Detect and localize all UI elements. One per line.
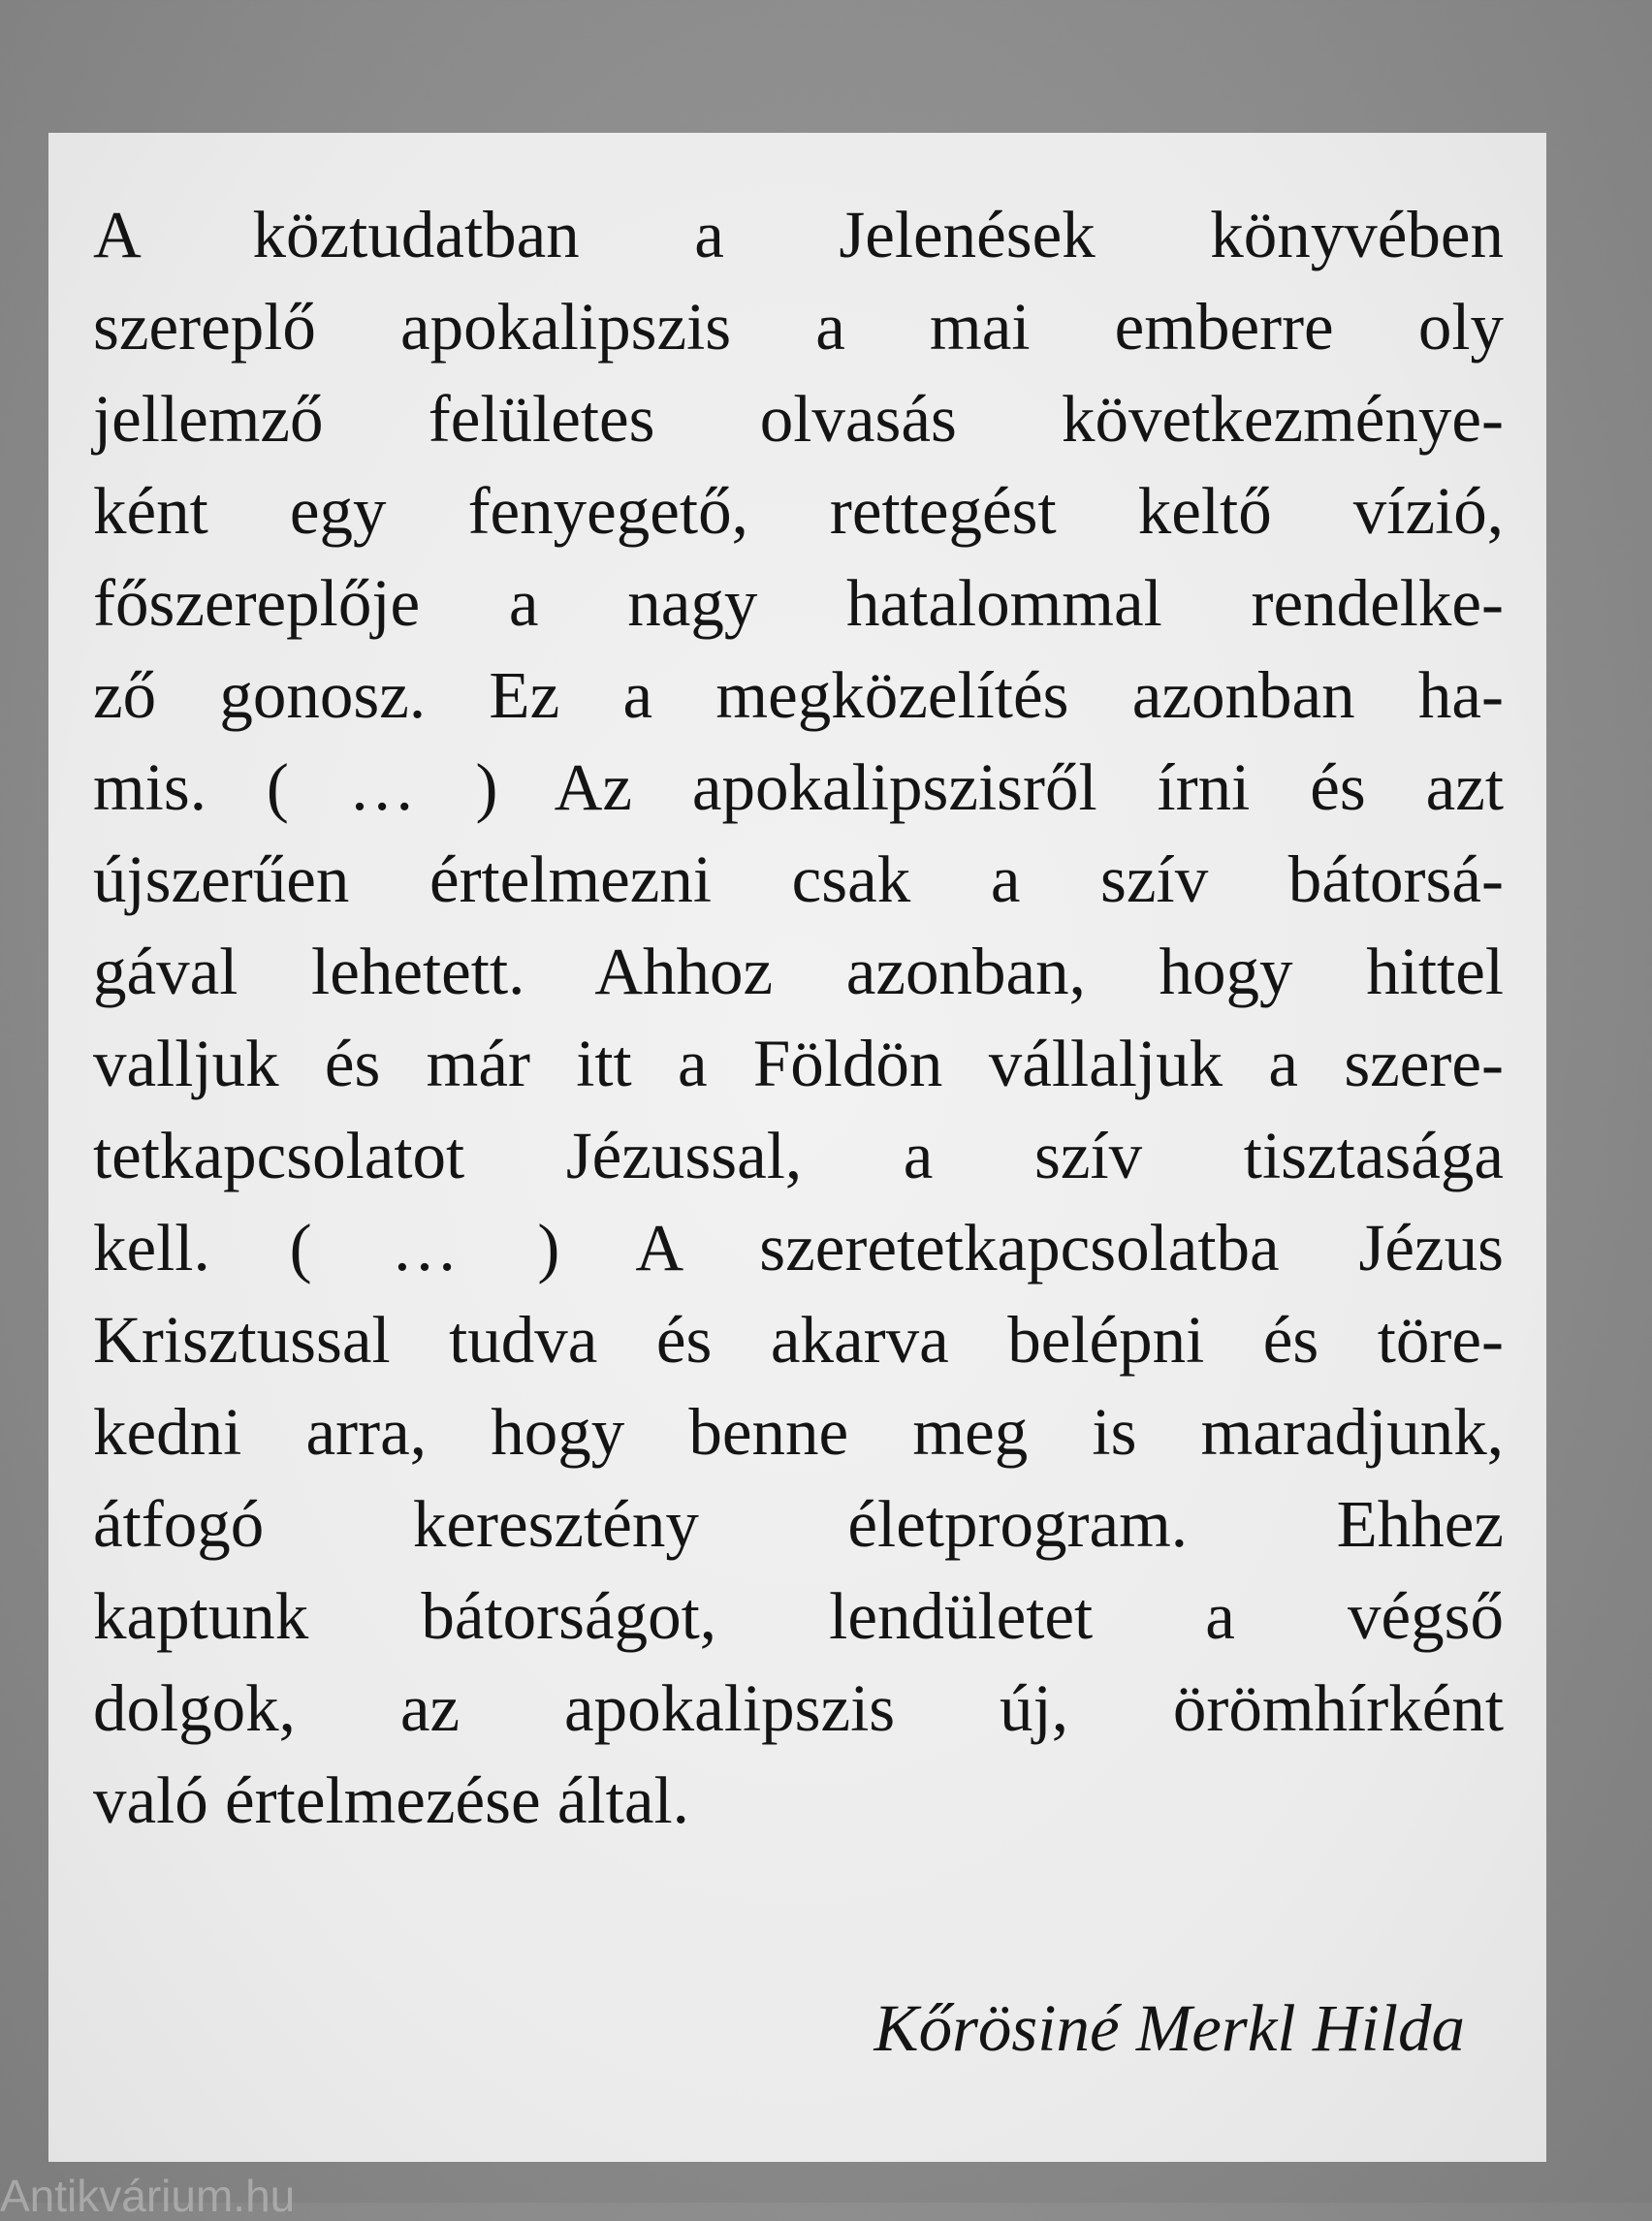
text-line: újszerűen értelmezni csak a szív bátorsá- <box>93 842 1504 916</box>
text-line: kedni arra, hogy benne meg is maradjunk, <box>93 1395 1504 1469</box>
text-line: kell. ( … ) A szeretetkapcsolatba Jézus <box>93 1211 1504 1285</box>
blurb-text <box>93 189 1504 1847</box>
back-cover-panel <box>48 133 1546 2162</box>
text-line: A köztudatban a Jelenések könyvében <box>93 198 1504 271</box>
text-line: dolgok, az apokalipszis új, örömhírként <box>93 1671 1504 1745</box>
text-line: átfogó keresztény életprogram. Ehhez <box>93 1487 1504 1561</box>
text-line: valljuk és már itt a Földön vállaljuk a szere- <box>93 1027 1504 1100</box>
text-line: ző gonosz. Ez a megközelítés azonban ha- <box>93 658 1504 732</box>
text-line: mis. ( … ) Az apokalipszisről írni és azt <box>93 750 1504 824</box>
text-line: gával lehetett. Ahhoz azonban, hogy hittel <box>93 935 1504 1008</box>
text-line: tetkapcsolatot Jézussal, a szív tisztasága <box>93 1119 1504 1192</box>
text-line: szereplő apokalipszis a mai emberre oly <box>93 290 1504 364</box>
text-line: Krisztussal tudva és akarva belépni és töre- <box>93 1303 1504 1377</box>
text-line: főszereplője a nagy hatalommal rendelke- <box>93 566 1504 640</box>
text-line: kaptunk bátorságot, lendületet a végső <box>93 1579 1504 1653</box>
author-signature: Kőrösiné Merkl Hilda <box>874 1991 1465 2065</box>
text-line: jellemző felületes olvasás következménye- <box>93 382 1504 456</box>
watermark: Antikvárium.hu <box>0 2171 296 2221</box>
text-line: ként egy fenyegető, rettegést keltő vízió, <box>93 474 1504 548</box>
text-line: való értelmezése által. <box>93 1763 689 1837</box>
